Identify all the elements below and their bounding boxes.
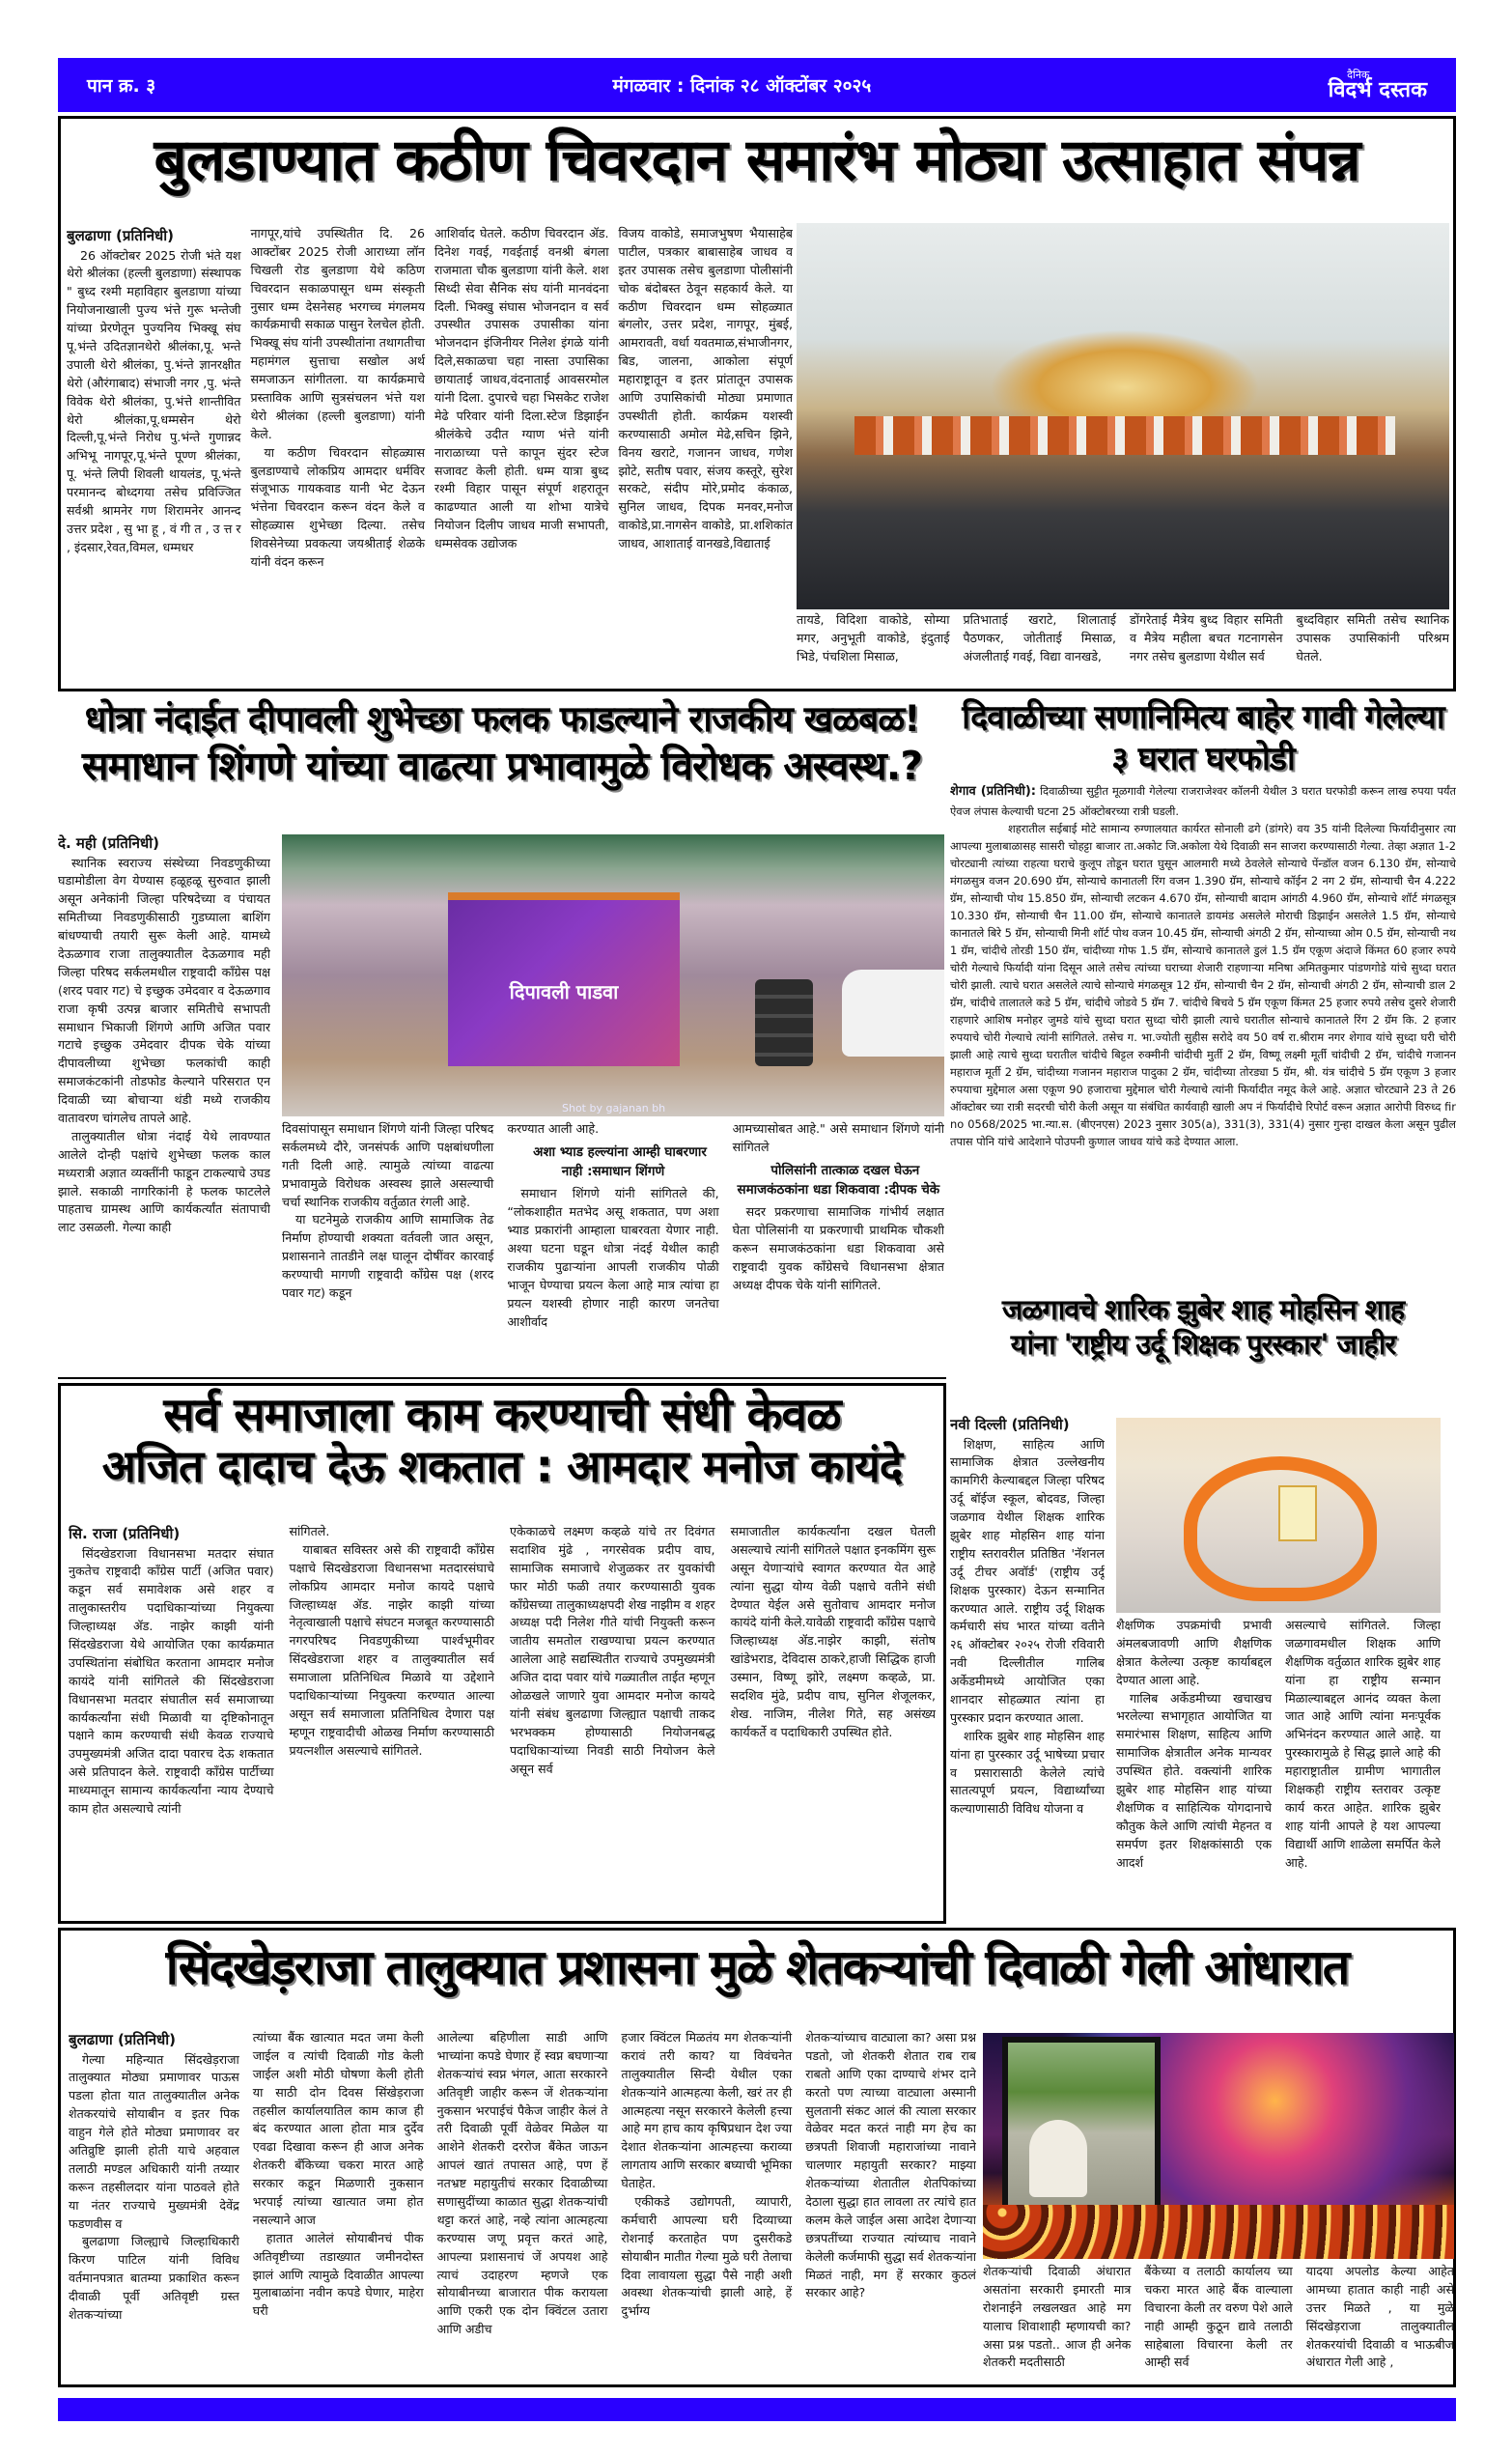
caption-column: बुध्दविहार समिती तसेच स्थानिक उपासक उपासिकांनी परिश्रम घेतले.: [1296, 612, 1449, 663]
headline: दिवाळीच्या सणानिमित्य बाहेर गावी गेलेल्या ३ घरात घरफोडी: [962, 698, 1444, 778]
article-column: [437, 2029, 608, 2379]
paragraph: गेल्या महिन्यात सिंदखेड़राजा तालुक्यात मोठ्या प्रमाणावर पाऊस पडला होता यात तालुक्यातील अनेक शेतकरयांचे सोयाबीन व इतर पिक वाहुन गेले होते मोठ्या प्रमाणावर वर अतिव्रुष्टि झाली होती याचे अहवाल तलाठी मण्डल अधिकारी यांनी तय्यार करून तहसीलदार यांना पाठवले होते या नंतर राज्याचे मुख्यमंत्री देवेंद्र फडणवीस व: [69, 2051, 239, 2231]
page-number: पान क्र. ३: [87, 75, 156, 97]
paragraph: त्यांच्या बैंक खात्यात मदत जमा केली जाईल व त्यांची दिवाळी गोड केली जाईल अशी मोठी घोषणा केली होती या साठी दोन दिवस सिंखेड़राजा तहसील कार्यालयातिल काम काज ही बंद करण्यात आला होता मात्र दुर्देव एवढा दिखावा करून ही आज अनेक शेतकरी बॅंकिच्या चकरा मारत आहे सरकार कडून मिळणारी नुकसान भरपाई त्यांच्या खात्यात जमा होत नसल्याने आज: [252, 2030, 424, 2227]
paragraph: 26 ऑक्टोबर 2025 रोजी भंते यश थेरो श्रीलंका (हल्ली बुलडाणा) संस्थापक " बुध्द रश्मी महाविहार बुलडाणा यांच्या नियोजनाखाली पुज्य भंत्ते गुरू भन्तेजी यांच्या प्रेरणेतून पुज्यनिय भिक्खू संघ पू.भंन्ते उदितज्ञानथेरो श्रीलंका,पू. भन्ते उपाली थेरो श्रीलंका, पु.भंन्ते ज्ञानरक्षीत थेरो (औरंगाबाद) संभाजी नगर ,पु. भंन्ते विवेक थेरो श्रीलंका, पु.भंत्ते शान्तीवित थेरो श्रीलंका,पू.धम्मसेन थेरो दिल्ली,पू.भंन्ते निरोध पु.भंन्ते गुणान्नद अभिभू नागपूर,पू.भंन्ते पूण्ण श्रीलंका, पू. भंन्ते लिपी शिवली थायलंड, पू.भंन्ते परमानन्द बोध्दगया तसेच प्रविज्जित सर्वश्री श्रामनेर गण शिरामनेर आनन्द उत्तर प्रदेश , सु भा हू , वं गी त , उ त्त र , इंदसार,रेवत,विमल, धम्मधर: [67, 247, 241, 554]
article-column: [510, 1523, 715, 1917]
farmer-figure: [1029, 2120, 1087, 2197]
paragraph: नागपूर,यांचे उपस्थितीत दि. 26 आक्टोंबर 2025 रोजी आराध्या लॉन चिखली रोड बुलडाणा येथे कठिण चिवरदान सकाळपासून धम्म संस्कृती नुसार धम्म देसनेसह भरगच्च मंगलमय कार्यक्रमाची सकाळ पासुन रेलचेल होती. भिक्खू संघ यांनी उपस्थीतांना तथागतीचा महामंगल सुत्ताचा सखोल अर्थ समजाऊन सांगीतला. या कार्यक्रमाचे प्रस्ताविक आणि सुत्रसंचलन भंत्ते यश थेरो श्रीलंका (हल्ली बुलडाणा) यांनी केले.: [250, 226, 425, 441]
paragraph: समाधान शिंगणे यांनी सांगितले की, “लोकशाहीत मतभेद असू शकतात, पण अशा भ्याड प्रकारांनी आम्हाला घाबरवता येणार नाही. अश्या घटना घडून धोत्रा नंदई येथील काही राजकीय पुढाऱ्यांना आपली राजकीय पोळी भाजून घेण्याचा प्रयत्न केला आहे मात्र त्यांचा हा प्रयत्न यशस्वी होणार नाही कारण जनतेचा आशीर्वाद: [507, 1186, 719, 1329]
headline-line-1: जळगावचे शारिक झुबेर शाह मोहसिन शाह: [1001, 1293, 1405, 1326]
article-column: [282, 1120, 493, 1373]
masthead-bar: [58, 58, 1456, 112]
article-column: [1116, 1617, 1272, 1916]
paragraph: बुलढाणा जिल्ह्याचे जिल्हाधिकारी किरण पाटिल यांनी विविध वर्तमानपत्रात बातम्या प्रकाशित करून दीवाळी पूर्वी अतिवृष्टी ग्रस्त शेतकऱ्यांच्या: [69, 2234, 239, 2322]
caption-column: प्रतिभाताई खराटे, शिलाताई पैठणकर, जोतीताई मिसाळ, अंजलीताई गवई, विद्या वानखडे,: [963, 612, 1116, 663]
diwali-fireworks-image: [983, 2033, 1454, 2259]
paragraph: करण्यात आली आहे.: [507, 1121, 600, 1136]
farmer-inset-photo: [1002, 2037, 1161, 2213]
paragraph: या घटनेमुळे राजकीय आणि सामाजिक तेढ निर्माण होण्याची शक्यता वर्तवली जात असून, प्रशासनाने तातडीने लक्ष घालून दोषींवर कारवाई करण्याची मागणी राष्ट्रवादी काँग्रेस पक्ष (शरद पवार गट) कडून: [282, 1212, 494, 1301]
paragraph: सदर प्रकरणाचा सामाजिक गांभीर्य लक्षात घेता पोलिसांनी या प्रकरणाची प्राथमिक चौकशी करून समाजकंठकांना धडा शिकवावा असे राष्ट्रवादी युवक काँग्रेसचे विधानसभा क्षेत्रात अध्यक्ष दीपक चेके यांनी सांगितले.: [732, 1204, 944, 1292]
article-column: [1285, 1617, 1441, 1916]
issue-date: मंगळवार : दिनांक २८ ऑक्टोंबर २०२५: [612, 75, 872, 97]
article-body: [950, 782, 1456, 1273]
article-farmers-diwali: [58, 1928, 1456, 2387]
photo-credit: Shot by gajanan bh: [562, 1102, 666, 1114]
paragraph: एकेकाळचे लक्ष्मण कव्हळे यांचे तर दिवंगत सदाशिव मुंढे , नगरसेवक प्रदीप वाघ, सामाजिक समाजाचे शेजुळकर तर युवकांची फार मोठी फळी तयार करण्यासाठी युवक काँग्रेसच्या तालुकाध्यक्षपदी शेख नाझीम व शहर अध्यक्ष पदी निलेश गीते यांची नियुक्ती करून जातीय समतोल राखण्याचा प्रयत्न करण्यात आलेला आहे सद्यस्थितीत राज्याचे उपमुख्यमंत्री अजित दादा पवार यांचे गळ्यातील ताईत म्हणून ओळखले जाणारे युवा आमदार मनोज कायदे यांनी संबंध बुलढाणा जिल्ह्यात पक्षाची ताकद भरभक्कम होण्यासाठी नियोजनबद्ध पदाधिकाऱ्यांच्या निवडी साठी नियोजन केले असून सर्व: [510, 1524, 715, 1776]
footer-bar: [58, 2398, 1456, 2421]
paragraph: असल्याचे सांगितले. जिल्हा जळगावमधील शिक्षक आणि शैक्षणिक वर्तुळात शारिक झुबेर शाह यांना हा राष्ट्रीय सन्मान मिळाल्याबद्दल आनंद व्यक्त केला जात आहे आणि त्यांना मनःपूर्वक अभिनंदन करण्यात आले आहे. या पुरस्कारामुळे हे सिद्ध झाले आहे की महाराष्ट्रातील ग्रामीण भागातील शिक्षकही राष्ट्रीय स्तरावर उत्कृष्ट कार्य करत आहेत. शारिक झुबेर शाह यांनी आपले हे यश आपल्या विद्यार्थी आणि शाळेला समर्पित केले आहे.: [1285, 1618, 1441, 1870]
lead-paragraph: दिवाळीच्या सुट्टीत मूळगावी गेलेल्या राजराजेश्वर कॉलनी येथील 3 घरात घरफोडी करून लाख रुपया पर्यंत ऐवज लंपास केल्याची घटना 25 ऑक्टोबरच्या रात्री घडली.: [950, 784, 1456, 818]
diya-lamps: [983, 2205, 1454, 2259]
paragraph: शारिक झुबेर शाह मोहसिन शाह यांना हा पुरस्कार उर्दू भाषेच्या प्रचार व प्रसारासाठी केलेले त्यांचे सातत्यपूर्ण प्रयत्न, विद्यार्थ्यांच्या कल्याणासाठी विविध योजना व: [950, 1728, 1105, 1817]
article-column: [619, 225, 794, 679]
article-chivardan: [58, 116, 1456, 691]
paragraph: शहरातील सईबाई मोटे सामान्य रुग्णालयात कार्यरत सोनाली ढगे (डांगरे) वय 35 यांनी दिलेल्या फिर्यादीनुसार त्या आपल्या मुलाबाळासह सासरी चोहट्टा बाजार ता.अकोट जि.अकोला येथे दिवाळी सन साजरा करण्यासाठी गेल्या. तेव्हा अज्ञात 1-2 चोरट्यानी त्यांच्या राहत्या घराचे कुलूप तोडून घरात घुसून आलमारी मध्ये ठेवलेले सोन्याचे पेंन्डॉल वजन 6.130 ग्रॅम, सोन्याचे मंगळसुत्र वजन 20.690 ग्रॅम, सोन्याचे कानातली रिंग वजन 1.390 ग्रॅम, सोन्याचे कॉईन 2 नग 2 ग्रॅम, सोन्याची चैन 4.222 ग्रॅम, सोन्याची पोथ 15.850 ग्रॅम, सोन्याची लटकन 4.670 ग्रॅम, सोन्याची बादाम आंगठी 4.960 ग्रॅम, सोन्याचे शॉर्ट मंगळसूत्र 10.330 ग्रॅम, सोन्याची चैन 11.00 ग्रॅम, सोन्याचे कानातले डायमंड असलेले मोराची डिझाईन असलेले 1.5 ग्रॅम, सोन्याचे कानातले बिरे 5 ग्रॅम, सोन्याची मिनी शॉर्ट पोथ वजन 10.45 ग्रॅम, सोन्याची अंगठी 2 ग्रॅम, सोन्याच्या ओम 0.5 ग्रॅम, सोन्याची नथ 1 ग्रॅम, चांदीचे तोरडी 150 ग्रॅम, चांदीच्या गोफ 1.5 ग्रॅम, सोन्याचे कानातले डुलं 1.5 ग्रॅम एकूण अंदाजे किंमत 60 हजार रुपये चोरी गेल्याचे फिर्यादी यांना दिसून आले तसेच त्यांच्या घराच्या शेजारी राहणाऱ्या मनिषा अमितकुमार पांडणगोडे यांचे सुध्दा घरात चोरी झाली. त्याचे घरात असलेले त्याचे सोन्याचे मंगळसूत्र 12 ग्रॅम, सोन्याची चैन 2 ग्रॅम, सोन्याची अंगठी 2 ग्रॅम, सोन्याची डाल 2 ग्रॅम, चांदीचे तालातले कडे 5 ग्रॅम, चांदीचे जोडवे 5 ग्रॅम 7. चांदीचे बिचवे 5 ग्रॅम एकूण किंमत 25 हजार रुपये तसेच दुसरे शेजारी राहणारे आशिष मनोहर जुमडे यांचे सुध्दा घरात सुध्दा चोरी झाली त्याचे घरातील सोन्याचे कानातले रिंग 2 ग्रॅम कि. 2 हजार रुपयाचे चोरी गेल्याचे त्यांनी सांगितले. तसेच ग. भा.ज्योती सुहीस सरोदे वय 50 वर्ष रा.श्रीराम नगर शेगाव यांचे सुध्दा घरी चोरी झाली आहे त्याचे सुध्दा घरातील चांदीचे बिट्टल रुक्मीनी चांदीची मुर्ती 2 ग्रॅम, विष्णू लक्ष्मी मूर्ती चांदीची 2 ग्रॅम, चांदीचे गजानन महाराज मूर्ती 2 ग्रॅम, चांदीच्या गजानन महाराज पादुका 2 ग्रॅम, चांदीच्या तोरड्या 5 ग्रॅम, श्री. यंत्र चांदीचे 5 ग्रॅम एकूण 3 हजार रुपयाचा मुद्देमाल असा एकूण 90 हजाराचा मुद्देमाल चोरी गेल्याचे त्यांनी फिर्यादीत नमूद केले आहे. अज्ञात चोरट्याने 23 ते 26 ऑक्टोबर च्या रात्री सदरची चोरी केली असून या संबंधित कार्यवाही खाली अप नं फिर्यादीचे रिपोर्ट वरून अज्ञात आरोपी विरुध्द fir no 0568/2025 भा.न्या.स. (बीएनएस) 2023 नुसार 305(a), 331(3), 331(4) नुसार गुन्हा दाखल केला असून पुढील तपास पोनि यांचे आदेशाने पोउपनी कुणाल जाधव यांचे कडे देण्यात आला.: [950, 821, 1456, 1148]
paragraph: समाजातील कार्यकर्त्यांना दखल घेतली असल्याचे त्यांनी सांगितले पक्षात इनकमिंग सुरू असून येणाऱ्यांचे स्वागत करण्यात येत आहे त्यांना सुद्धा योग्य वेळी पक्षाचे वतीने संधी देण्यात येईल असे सुतोवाच आमदार मनोज कायंदे यांनी केले.यावेळी राष्ट्रवादी काँग्रेस पक्षाचे जिल्हाध्यक्ष ॲड.नाझेर काझी, संतोष खांडेभराड, देविदास ठाकरे,हाजी सिद्धिक हाजी उस्मान, विष्णू झोरे, लक्ष्मण कव्हळे, प्रा. सदशिव मुंढे, प्रदीप वाघ, सुनिल शेजूलकर, शेख. नाजिम, नीलेश गिते, सह असंख्य कार्यकर्ते व पदाधिकारी उपस्थित होते.: [730, 1524, 936, 1739]
dateline: बुलढाणा (प्रतिनिधी): [69, 2031, 177, 2048]
article-column: [251, 225, 426, 679]
article-column: [434, 225, 609, 679]
headline-line-1: सर्व समाजाला काम करण्याची संधी केवळ: [163, 1388, 841, 1442]
dateline: सि. राजा (प्रतिनिधी): [69, 1525, 181, 1542]
caption-column: तायडे, विदिशा वाकोडे, सोम्या मगर, अनुभूती वाकोडे, इंदुताई भिडे, पंचशिला मिसाळ,: [797, 612, 950, 663]
article-shegaon-burglary: [950, 697, 1456, 1277]
article-column: [69, 2029, 239, 2379]
article-column: [507, 1120, 718, 1373]
newspaper-logo: [1329, 70, 1427, 101]
paragraph: आशिर्वाद घेतले. कठीण चिवरदान ॲड. दिनेश गवई, गवईताई वनश्री बंगला राजमाता चौक बुलडाणा यांनी केले. शश सिध्दी सेवा सैनिक संघ यांनी मानवंदना दिली. भिक्खु संघास भोजनदान व सर्व उपस्थीत उपासक उपासीका यांना भोजनदान इंजिनीयर निलेश इंगळे यांनी दिले,सकाळचा चहा नास्ता उपासिका छायाताई जाधव,वंदनाताई आवसरमोल यांनी दिला. दुपारचे चहा भिसकेट राजेश मेढे परिवार यांनी दिला.स्टेज डिझाईन श्रीलंकेचे उदीत ग्याण भंत्ते यांनी नाराळाच्या पत्ते कापून सुंदर स्टेज सजावट केली होती. धम्म यात्रा बुध्द रश्मी विहार पासून संपूर्ण शहरातून काढण्यात आली या शोभा यात्रेचे नियोजन दिलीप जाधव माजी सभापती, धम्मसेवक उद्योजक: [434, 226, 609, 551]
tyre-stack: [755, 979, 813, 1066]
article-column: [290, 1523, 495, 1917]
paragraph: शेतकऱ्यांच्याच वाट्याला का? असा प्रश्न पडतो, जो शेतकरी शेतात राब राब राबतो आणि एका दाण्याचे शंभर दाने करतो पण त्याच्या वाट्याला अस्मानी सुलतानी संकट आलं की त्याला सरकार वेळेवर मदत करतं नाही मग हेच का छत्रपती शिवाजी महाराजांच्या नावाने चालणार महायुती सरकार? माझ्या शेतकऱ्यांच्या शेतातील शेतपिकांच्या देठाला सुद्धा हात लावला तर त्यांचे हात कलम केले जाईल असा आदेश देणाऱ्या छत्रपतींच्या राज्यात त्यांच्याच नावाने केलेली कर्जमाफी सुद्धा सर्व शेतकऱ्यांना मिळतं नाही, मग हें सरकार कुठलं सरकार आहे?: [805, 2030, 976, 2300]
paragraph: याबाबत सविस्तर असे की राष्ट्रवादी काँग्रेस पक्षाचे सिदखेडराजा विधानसभा मतदारसंघाचे लोकप्रिय आमदार मनोज कायदे पक्षाचे जिल्हाध्यक्ष ॲड. नाझेर काझी यांच्या नेतृत्वाखाली पक्षाचे संघटन मजबूत करण्यासाठी नगरपरिषद निवडणुकीच्या पार्श्वभूमीवर सिंदखेडराजा शहर व तालुक्यातील सर्व समाजाला प्रतिनिधित्व मिळावे या उद्देशाने पदाधिकाऱ्यांच्या नियुक्त्या करण्यात आल्या असून सर्व समाजाला प्रतिनिधित्व देणारा पक्ष म्हणून राष्ट्रवादीची ओळख निर्माण करण्यासाठी प्रयत्नशील असल्याचे सांगितले.: [289, 1541, 494, 1758]
article-urdu-award: [950, 1294, 1456, 1922]
article-column: [69, 1523, 274, 1917]
headline-line-2: समाधान शिंगणे यांच्या वाढत्या प्रभावामुळे विरोधक अस्वस्थ.?: [81, 743, 923, 790]
banner-text: दिपावली पाडवा: [509, 980, 619, 1003]
paragraph: विजय वाकोडे, समाजभुषण भैयासाहेब पाटील, पत्रकार बाबासाहेब जाधव व इतर उपासक तसेच बुलडाणा पोलीसांनी चोक बंदोबस्त ठेवून सहकार्य केले. या कठीण चिवरदान धम्म सोहळ्यात बंगलोर, उत्तर प्रदेश, नागपूर, मुंबई, आमरावती, वर्धा यवतमाळ,संभाजीनगर, बिड, जालना, आकोला संपूर्ण महाराष्ट्रातून व इतर प्रांतातून उपासक आणि उपासिकांची मोठ्या प्रमाणात उपस्थीती होती. कार्यक्रम यशस्वी करण्यासाठी अमोल मेढे,सचिन झिने, विनय खराटे, गजानन जाधव, गणेश झोटे, सतीष पवार, संजय कस्तूरे, सुरेश सरकटे, संदीप मोरे,प्रमोद कंकाळ, सुनिल जाधव, दिपक मनवर,मनोज वाकोडे,प्रा.नागसेन वाकोडे, प्रा.शशिकांत जाधव, आशाताई वानखडे,विद्याताई: [618, 226, 793, 551]
paragraph: हातात आलेलं सोयाबीनचं पीक अतिवृष्टीच्या तडाख्यात जमीनदोस्त झालं आणि त्यामुळे दिवाळीत आपल्या मुलाबाळांना नवीन कपडे घेणार, माहेरा घरी: [252, 2230, 424, 2319]
headline-line-1: धोत्रा नंदाईत दीपावली शुभेच्छा फलक फाडल्याने राजकीय खळबळ!: [84, 698, 920, 740]
article-column: [950, 1414, 1105, 1916]
headline-line-2: यांना 'राष्ट्रीय उर्दू शिक्षक पुरस्कार' जाहीर: [1010, 1328, 1396, 1362]
article-column: [621, 2029, 792, 2379]
article-column: [67, 225, 241, 679]
headline: बुलडाण्यात कठीण चिवरदान समारंभ मोठ्या उत्साहात संपन्न: [154, 127, 1360, 194]
certificate: [1278, 1485, 1317, 1541]
paragraph: सांगितले.: [289, 1524, 330, 1538]
caption-column: डोंगरेताई मैत्रेय बुध्द विहार समिती व मैत्रेय महीला बचत गटनागसेन नगर तसेच बुलडाणा येथील सर्व: [1130, 612, 1283, 663]
article-dhotra-nandai: [58, 697, 946, 1379]
article-column: [253, 2029, 424, 2379]
award-photo: [1116, 1418, 1441, 1613]
subheading: अशा भ्याड हल्ल्यांना आम्ही घाबरणार नाही :समाधान शिंगणे: [533, 1143, 707, 1180]
dateline: बुलढाणा (प्रतिनिधी): [67, 227, 175, 244]
article-ajit-dada: [58, 1383, 946, 1924]
article-column: [58, 832, 270, 1373]
paragraph: स्थानिक स्वराज्य संस्थेच्या निवडणुकीच्या घडामोडीला वेग येण्यास हळूहळू सुरुवात झाली असून अनेकांनी जिल्हा परिषदेच्या व पंचायत समितीच्या निवडणुकीसाठी गुडघ्याला बाशिंग बांधण्याची तयारी सुरू केली आहे. यामध्ये देऊळगाव राजा तालुक्यातील देऊळगाव मही जिल्हा परिषद सर्कलमधील राष्ट्रवादी काँग्रेस पक्ष (शरद पवार गट) चे इच्छुक उमेदवार व देऊळगाव राजा कृषी उत्पन्न बाजार समितीचे सभापती समाधान भिकाजी शिंगणे आणि अजित पवार गटाचे इच्छुक उमेदवार दीपक चेके यांच्या दीपावलीच्या शुभेच्छा फलकांची काही समाजकंटकांनी तोडफोड केल्याने परिसरात एन दिवाळी च्या बोचाऱ्या थंडी मध्ये राजकीय वातावरण चांगलेच तापले आहे.: [58, 855, 270, 1125]
article-column: [805, 2029, 976, 2379]
paragraph: हजार क्विंटल मिळतंय मग शेतकऱ्यांनी करावं तरी काय? या विवंचनेत तालुक्यातील सिन्दी येथील एका शेतकऱ्यांने आत्महत्या केली, खरं तर ही आत्महत्या नसून सरकारने केलेली हत्त्या आहे मग हाच काय कृषिप्रधान देश ज्या देशात शेतकऱ्यांना आत्महत्त्या कराव्या लागताय आणि सरकार बघ्याची भूमिका घेताहेत.: [621, 2030, 793, 2191]
subheading: पोलिसांनी तात्काळ दखल घेऊन समाजकंठकांना धडा शिकवावा :दीपक चेके: [737, 1162, 940, 1199]
diwali-banner: [448, 892, 680, 1066]
article-column: बैंकेच्या व तलाठी कार्यालय च्या चकरा मारत आहे बैंक वाल्याला विचारना केली तर वरुण पेशे आले नाही आम्ही कुठून द्यावे तलाठी साहेबाला विचारना केली तर आम्ही सर्व: [1144, 2264, 1293, 2370]
ceremony-photo: [797, 223, 1449, 609]
dateline: शेगाव (प्रतिनिधी):: [950, 784, 1036, 799]
white-car: [842, 970, 944, 1057]
paragraph: गालिब अर्केडमीच्या खचाखच भरलेल्या सभागृहात आयोजित या समारंभास शिक्षण, साहित्य आणि सामाजिक क्षेत्रातील अनेक मान्यवर उपस्थित होते. वक्त्यांनी शारिक झुबेर शाह मोहसिन शाह यांच्या शैक्षणिक व साहित्यिक योगदानाचे कौतुक केले आणि त्यांची मेहनत व समर्पण इतर शिक्षकांसाठी एक आदर्श: [1116, 1690, 1272, 1870]
newspaper-name: विदर्भ दस्तक: [1328, 77, 1427, 102]
divider: [58, 1377, 946, 1379]
torn-banner-photo: [282, 834, 944, 1116]
article-column: शेतकऱ्यांची दिवाळी अंधारात असतांना सरकारी इमारती मात्र रोशनाईने लखलखत आहे मग यालाच शिवाशाही म्हणायची का? असा प्रश्न पडतो.. आज ही अनेक शेतकरी मदतीसाठी: [983, 2264, 1132, 2370]
paragraph: सिंदखेडराजा विधानसभा मतदार संघात नुकतेच राष्ट्रवादी काँग्रेस पार्टी (अजित पवार) कडून सर्व समावेशक असे शहर व तालुकास्तरीय पदाधिकाऱ्यांच्या नियुक्त्या जिल्हाध्यक्ष ॲड. नाझेर काझी यांनी सिंदखेडराजा येथे आयोजित एका कार्यक्रमात उपस्थितांना संबोधित करताना आमदार मनोज कायंदे यांनी सांगितले की सिंदखेडराजा विधानसभा मतदार संघातील सर्व समाजाच्या कार्यकर्त्यांना संधी मिळावी या दृष्टिकोनातून पक्षाने काम करण्याची संधी केवळ राज्याचे उपमुख्यमंत्री अजित दादा पवारच देऊ शकतात असे प्रतिपादन केले. राष्ट्रवादी काँग्रेस पार्टीच्या माध्यमातून सामान्य कार्यकर्त्यांना न्याय देण्याचे काम होत असल्याचे त्यांनी: [69, 1545, 274, 1816]
paragraph: शिक्षण, साहित्य आणि सामाजिक क्षेत्रात उल्लेखनीय कामगिरी केल्याबद्दल जिल्हा परिषद उर्दू बॉईज स्कूल, बोदवड, जिल्हा जळगाव येथील शिक्षक शारिक झुबेर शाह मोहसिन शाह यांना राष्ट्रीय स्तरावरील प्रतिष्ठित 'नॅशनल उर्दू टीचर अवॉर्ड' (राष्ट्रीय उर्दू शिक्षक पुरस्कार) देऊन सन्मानित करण्यात आले. राष्ट्रीय उर्दू शिक्षक कर्मचारी संघ भारत यांच्या वतीने २६ ऑक्टोबर २०२५ रोजी रविवारी नवी दिल्लीतील गालिब अर्केडमीमध्ये आयोजित एका शानदार सोहळ्यात त्यांना हा पुरस्कार प्रदान करण्यात आला.: [950, 1436, 1105, 1725]
headline-line-2: अजित दादाच देऊ शकतात : आमदार मनोज कायंदे: [101, 1439, 903, 1492]
dateline: नवी दिल्ली (प्रतिनिधी): [950, 1416, 1070, 1433]
paragraph: दिवसांपासून समाधान शिंगणे यांनी जिल्हा परिषद सर्कलमध्ये दौरे, जनसंपर्क आणि पक्षबांधणीला गती दिली आहे. त्यामुळे त्यांच्या वाढत्या प्रभावामुळे विरोधक अस्वस्थ झाले असल्याची चर्चा स्थानिक राजकीय वर्तुळात रंगली आहे.: [282, 1121, 494, 1209]
paragraph: आलेल्या बहिणीला साडी आणि भाच्यांना कपडे घेणार हें स्वप्न बघणाऱ्या शेतकऱ्यांचं स्वप्न भंगल, आता सरकारने अतिवृष्टी जाहीर करून जें शेतकऱ्यांना नुकसान भरपाईचं पैकेज जाहीर केलं ते तरी दिवाळी पूर्वी वेळेवर मिळेल या आशेने शेतकरी दररोज बैंकेत जाऊन आपलं खातं तपासत आहे, पण हें नतभ्रष्ट महायुतीचं सरकार दिवाळीच्या सणासुदींच्या काळात सुद्धा शेतकऱ्यांची थट्टा करतं आहे, नव्हे त्यांना आत्महत्या करण्यास जणू प्रवृत्त करतं आहे, आपल्या प्रशासनाचं जें अपयश आहे त्याचं उदाहरण म्हणजे एक सोयाबीनच्या बाजारात पीक करायला आणि एकरी एक दोन क्विंटल उतारा आणि अडीच: [436, 2030, 608, 2337]
paragraph: एकीकडे उद्योगपती, व्यापारी, कर्मचारी आपल्या घरी दिव्याच्या रोशनाई करताहेत पण दुसरीकडे सोयाबीन मातीत गेल्या मुळे घरी तेलाचा दिवा लावायला सुद्धा पैसे नाही अशी अवस्था शेतकऱ्यांची झाली आहे, हें दुर्भाग्य: [621, 2194, 793, 2319]
paragraph: तालुक्यातील धोत्रा नंदाई येथे लावण्यात आलेले दोन्ही पक्षांचे शुभेच्छा फलक काल मध्यरात्री अज्ञात व्यक्तींनी फाडून टाकल्याचे उघड झाले. सकाळी नागरिकांनी हे फलक फाटलेले पाहताच ग्रामस्थ आणि कार्यकर्त्यांत संतापाची लाट उसळली. गेल्या काही: [58, 1128, 270, 1235]
paragraph: शैक्षणिक उपक्रमांची प्रभावी अंमलबजावणी आणि शैक्षणिक क्षेत्रात केलेल्या उत्कृष्ट कार्याबद्दल देण्यात आला आहे.: [1116, 1618, 1272, 1687]
paragraph: आमच्यासोबत आहे." असे समाधान शिंगणे यांनी सांगितले: [732, 1121, 944, 1154]
paragraph: या कठीण चिवरदान सोहळ्यास बुलडाण्याचे लोकप्रिय आमदार धर्मविर संजूभाऊ गायकवाड यानी भेट देऊन भंत्तेना चिवरदान करून वंदन केले व सोहळ्यास शुभेच्छा दिल्या. तसेच शिवसेनेच्या प्रवकत्या जयश्रीताई शेळके यांनी वंदन करून: [250, 444, 425, 570]
article-column: [731, 1523, 937, 1917]
headline: सिंदखेड़राजा तालुक्यात प्रशासना मुळे शेतकऱ्यांची दिवाळी गेली आंधारात: [165, 1939, 1349, 1995]
monks-row: [854, 416, 1395, 455]
article-column: यादया अपलोड केल्या आहेत आमच्या हातात काही नाही असे उत्तर मिळते , या मुळे सिंदखेड़राजा तालुक्यातील शेतकरयांची दिवाळी व भाऊबीज अंधारात गेली आहे ,: [1305, 2264, 1454, 2370]
article-column: [733, 1120, 944, 1373]
newspaper-tagline: दैनिक: [1347, 68, 1370, 81]
dateline: दे. मही (प्रतिनिधी): [58, 834, 159, 852]
